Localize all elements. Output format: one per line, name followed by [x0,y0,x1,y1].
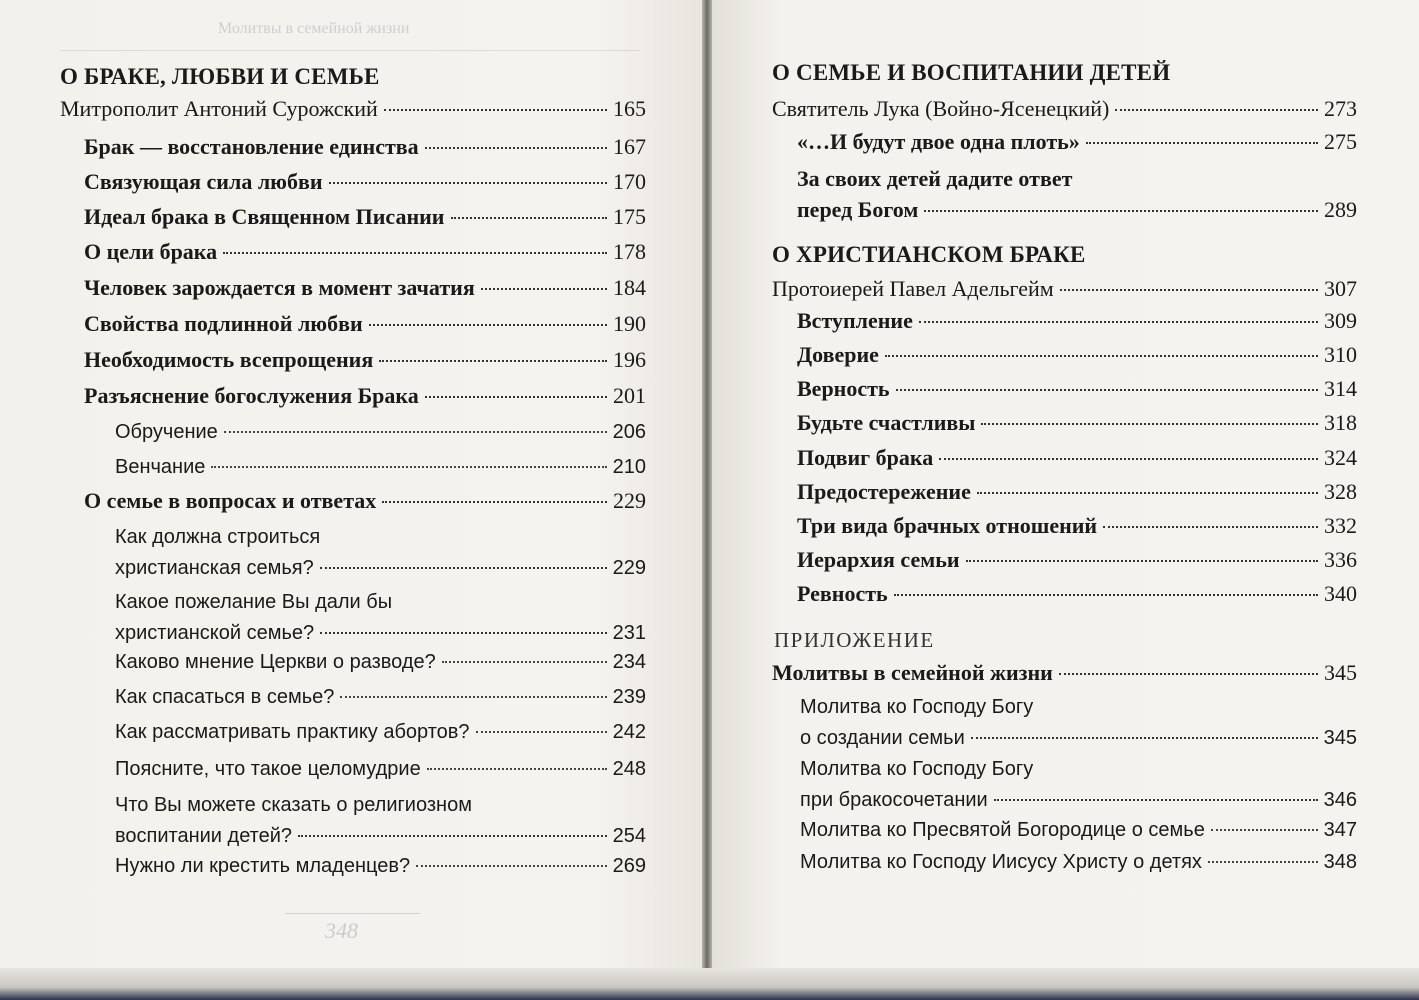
toc-chapter[interactable]: Идеал брака в Священном Писании 175 [84,204,646,229]
toc-chapter[interactable]: Вступление 309 [797,308,1357,333]
toc-chapter[interactable]: Человек зарождается в момент зачатия 184 [84,275,646,300]
toc-question[interactable]: Как должна строиться христианская семья? 229 [115,526,646,579]
header-rule [60,50,640,51]
toc-question[interactable]: Что Вы можете сказать о религиозном воспитании детей? 254 [115,794,646,847]
toc-author-luka[interactable]: Святитель Лука (Войно-Ясенецкий) 273 [772,96,1357,121]
toc-question[interactable]: Каково мнение Церкви о разводе? 234 [115,651,646,673]
toc-chapter[interactable]: «…И будут двое одна плоть» 275 [797,129,1357,154]
toc-chapter[interactable]: Брак — восстановление единства 167 [84,134,646,159]
section-title-christian-marriage: О ХРИСТИАНСКОМ БРАКЕ [772,242,1086,267]
book-gutter [702,0,712,1000]
toc-chapter[interactable]: Иерархия семьи 336 [797,547,1357,572]
footer-rule [285,913,420,914]
toc-question[interactable]: Как спасаться в семье? 239 [115,686,646,708]
section-title-family-children: О СЕМЬЕ И ВОСПИТАНИИ ДЕТЕЙ [772,60,1171,85]
right-page [712,0,1419,1000]
toc-chapter[interactable]: Разъяснение богослужения Брака 201 [84,383,646,408]
page-number: 348 [325,918,358,943]
toc-question[interactable]: Как рассматривать практику абортов? 242 [115,721,646,743]
left-page [0,0,702,1000]
toc-chapter-qa[interactable]: О семье в вопросах и ответах 229 [84,488,646,513]
toc-prayer[interactable]: Молитва ко Господу Иисусу Христу о детях 348 [800,851,1357,873]
toc-subchapter[interactable]: Венчание 210 [115,456,646,478]
toc-chapter[interactable]: За своих детей дадите ответ перед Богом 289 [797,166,1357,222]
appendix-title: ПРИЛОЖЕНИЕ [774,628,935,652]
toc-prayer[interactable]: Молитва ко Господу Богу о создании семьи 345 [800,696,1357,749]
running-head: Молитвы в семейной жизни [218,20,410,37]
toc-chapter[interactable]: О цели брака 178 [84,239,646,264]
toc-prayer[interactable]: Молитва ко Господу Богу при бракосочетании 346 [800,758,1357,811]
toc-chapter[interactable]: Связующая сила любви 170 [84,169,646,194]
toc-author-pavel[interactable]: Протоиерей Павел Адельгейм 307 [772,276,1357,301]
toc-chapter[interactable]: Верность 314 [797,376,1357,401]
toc-chapter[interactable]: Необходимость всепрощения 196 [84,347,646,372]
toc-chapter[interactable]: Три вида брачных отношений 332 [797,513,1357,538]
section-title-marriage: О БРАКЕ, ЛЮБВИ И СЕМЬЕ [60,64,380,89]
toc-prayer[interactable]: Молитва ко Пресвятой Богородице о семье 347 [800,819,1357,841]
toc-chapter[interactable]: Предостережение 328 [797,479,1357,504]
toc-question[interactable]: Какое пожелание Вы дали бы христианской семье? 231 [115,591,646,644]
toc-question[interactable]: Поясните, что такое целомудрие 248 [115,758,646,780]
toc-chapter[interactable]: Ревность 340 [797,581,1357,606]
toc-chapter[interactable]: Подвиг брака 324 [797,445,1357,470]
toc-chapter[interactable]: Свойства подлинной любви 190 [84,311,646,336]
toc-chapter[interactable]: Будьте счастливы 318 [797,410,1357,435]
toc-subchapter[interactable]: Обручение 206 [115,421,646,443]
toc-prayers-title[interactable]: Молитвы в семейной жизни 345 [772,660,1357,685]
toc-author-antony[interactable]: Митрополит Антоний Сурожский 165 [60,96,646,121]
book-bottom-edge [0,968,1419,1000]
toc-question[interactable]: Нужно ли крестить младенцев? 269 [115,855,646,877]
leader-dots [384,109,607,111]
toc-chapter[interactable]: Доверие 310 [797,342,1357,367]
